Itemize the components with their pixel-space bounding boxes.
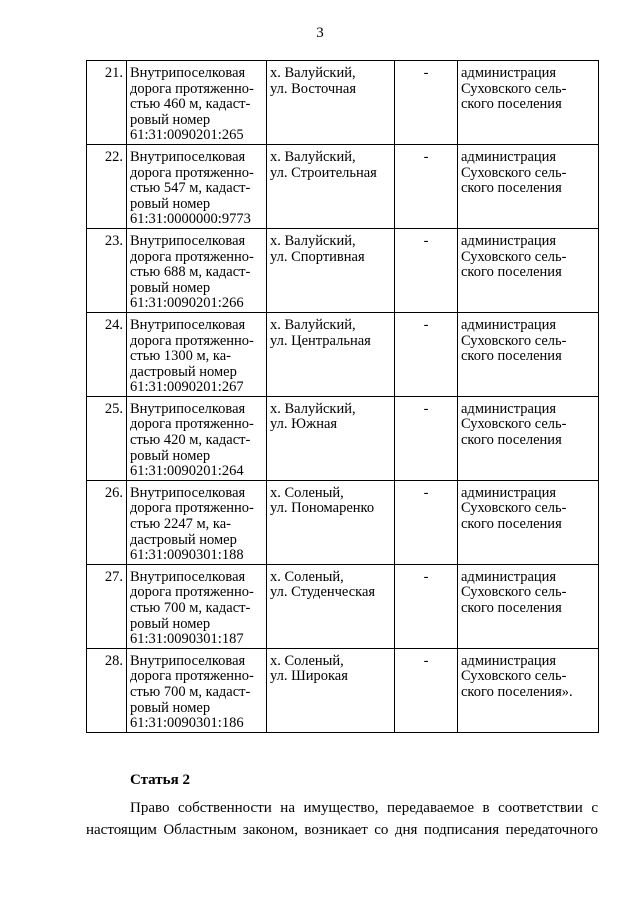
address-line: ул. Центральная [270, 332, 371, 349]
owner-line: Суховского сель- [461, 584, 567, 601]
table-row [87, 312, 599, 396]
owner-line: Суховского сель- [461, 164, 567, 181]
object-line: дорога протяженно- [130, 668, 254, 685]
owner-line: Суховского сель- [461, 668, 567, 685]
object-line: стью 688 м, кадаст- [130, 264, 251, 281]
address-line: ул. Студенческая [270, 584, 376, 601]
owner-line: администрация [461, 568, 557, 585]
object-line: Внутрипоселковая [130, 65, 246, 81]
property-table [86, 60, 599, 733]
address-line: х. Соленый, [270, 484, 344, 501]
object-line: стью 547 м, кадаст- [130, 180, 251, 197]
object-line: Внутрипоселковая [130, 148, 246, 165]
table-row [87, 61, 599, 145]
owner-line: Суховского сель- [461, 80, 567, 97]
object-line: Внутрипоселковая [130, 400, 246, 417]
address-line: ул. Строительная [270, 164, 377, 181]
object-line: дастровый номер [130, 531, 237, 548]
object-line: Внутрипоселковая [130, 232, 246, 249]
object-line: стью 420 м, кадаст- [130, 432, 251, 449]
row-number: 24. [87, 312, 127, 396]
table-row [87, 564, 599, 648]
address-line: х. Валуйский, [270, 65, 356, 81]
owner-name [458, 312, 599, 396]
object-line: стью 700 м, кадаст- [130, 683, 251, 700]
object-line: стью 460 м, кадаст- [130, 96, 251, 113]
table-row [87, 228, 599, 312]
article-body-line: настоящим Областным законом, возникает со дня подписания передаточного [86, 822, 598, 838]
table-row [87, 480, 599, 564]
object-line: стью 700 м, кадаст- [130, 600, 251, 616]
object-address [267, 480, 395, 564]
object-line: 61:31:0090201:267 [130, 379, 244, 396]
owner-line: ского поселения». [461, 683, 573, 700]
object-line: дорога протяженно- [130, 80, 254, 97]
address-line: х. Валуйский, [270, 232, 356, 249]
row-number: 28. [87, 648, 127, 732]
object-address [267, 228, 395, 312]
address-line: х. Соленый, [270, 568, 344, 585]
owner-line: администрация [461, 316, 557, 333]
article-title: Статья 2 [130, 772, 190, 788]
owner-line: ского поселения [461, 600, 562, 616]
object-description [127, 564, 267, 648]
object-line: ровый номер [130, 279, 211, 296]
object-line: Внутрипоселковая [130, 484, 246, 501]
owner-line: администрация [461, 400, 557, 417]
object-description [127, 228, 267, 312]
object-line: 61:31:0090201:265 [130, 127, 244, 144]
object-description [127, 396, 267, 480]
object-line: стью 2247 м, ка- [130, 516, 231, 533]
object-line: дорога протяженно- [130, 332, 254, 349]
object-line: стью 1300 м, ка- [130, 348, 231, 365]
object-description [127, 648, 267, 732]
object-line: дорога протяженно- [130, 164, 254, 181]
object-line: 61:31:0000000:9773 [130, 211, 251, 228]
empty-value: - [395, 61, 458, 145]
address-line: ул. Южная [270, 416, 338, 433]
object-line: ровый номер [130, 195, 211, 212]
row-number: 25. [87, 396, 127, 480]
table-row [87, 648, 599, 732]
address-line: ул. Широкая [270, 668, 348, 685]
object-address [267, 312, 395, 396]
object-address [267, 564, 395, 648]
address-line: ул. Восточная [270, 80, 356, 97]
owner-name [458, 228, 599, 312]
object-address [267, 396, 395, 480]
object-line: Внутрипоселковая [130, 652, 246, 669]
object-line: дорога протяженно- [130, 248, 254, 265]
owner-line: Суховского сель- [461, 416, 567, 433]
owner-line: ского поселения [461, 348, 562, 365]
object-address [267, 648, 395, 732]
owner-line: Суховского сель- [461, 500, 567, 517]
address-line: х. Валуйский, [270, 148, 356, 165]
address-line: ул. Спортивная [270, 248, 365, 265]
row-number: 22. [87, 144, 127, 228]
object-line: Внутрипоселковая [130, 316, 246, 333]
table-row [87, 396, 599, 480]
owner-line: администрация [461, 652, 557, 669]
row-number: 21. [87, 61, 127, 145]
object-description [127, 480, 267, 564]
page-number: 3 [316, 25, 324, 41]
article-body-line: Право собственности на имущество, передаваемое в соответствии с [130, 800, 598, 816]
address-line: х. Валуйский, [270, 400, 356, 417]
object-line: дорога протяженно- [130, 500, 254, 517]
object-line: 61:31:0090201:264 [130, 463, 244, 480]
empty-value: - [395, 312, 458, 396]
empty-value: - [395, 144, 458, 228]
owner-name [458, 396, 599, 480]
object-line: ровый номер [130, 699, 211, 716]
owner-line: ского поселения [461, 432, 562, 449]
object-line: ровый номер [130, 447, 211, 464]
row-number: 27. [87, 564, 127, 648]
object-address [267, 144, 395, 228]
object-line: 61:31:0090301:186 [130, 715, 244, 732]
object-line: дорога протяженно- [130, 584, 254, 601]
object-line: ровый номер [130, 111, 211, 128]
owner-name [458, 480, 599, 564]
owner-line: ского поселения [461, 96, 562, 113]
empty-value: - [395, 396, 458, 480]
owner-line: ского поселения [461, 180, 562, 197]
object-description [127, 61, 267, 145]
empty-value: - [395, 480, 458, 564]
object-line: 61:31:0090301:187 [130, 631, 244, 648]
object-line: дастровый номер [130, 363, 237, 380]
row-number: 26. [87, 480, 127, 564]
empty-value: - [395, 564, 458, 648]
address-line: ул. Пономаренко [270, 500, 375, 517]
owner-name [458, 61, 599, 145]
owner-line: Суховского сель- [461, 248, 567, 265]
address-line: х. Соленый, [270, 652, 344, 669]
object-description [127, 144, 267, 228]
object-line: 61:31:0090301:188 [130, 547, 244, 564]
article-body [86, 797, 598, 841]
empty-value: - [395, 228, 458, 312]
owner-line: администрация [461, 232, 557, 249]
object-line: ровый номер [130, 615, 211, 632]
owner-line: администрация [461, 484, 557, 501]
owner-name [458, 648, 599, 732]
owner-line: ского поселения [461, 264, 562, 281]
owner-line: администрация [461, 148, 557, 165]
object-address [267, 61, 395, 145]
owner-line: Суховского сель- [461, 332, 567, 349]
owner-name [458, 564, 599, 648]
object-line: Внутрипоселковая [130, 568, 246, 585]
table-row [87, 144, 599, 228]
object-line: дорога протяженно- [130, 416, 254, 433]
row-number: 23. [87, 228, 127, 312]
table-body [87, 61, 599, 733]
address-line: х. Валуйский, [270, 316, 356, 333]
owner-line: администрация [461, 65, 557, 81]
object-line: 61:31:0090201:266 [130, 295, 244, 312]
owner-line: ского поселения [461, 516, 562, 533]
object-description [127, 312, 267, 396]
empty-value: - [395, 648, 458, 732]
owner-name [458, 144, 599, 228]
